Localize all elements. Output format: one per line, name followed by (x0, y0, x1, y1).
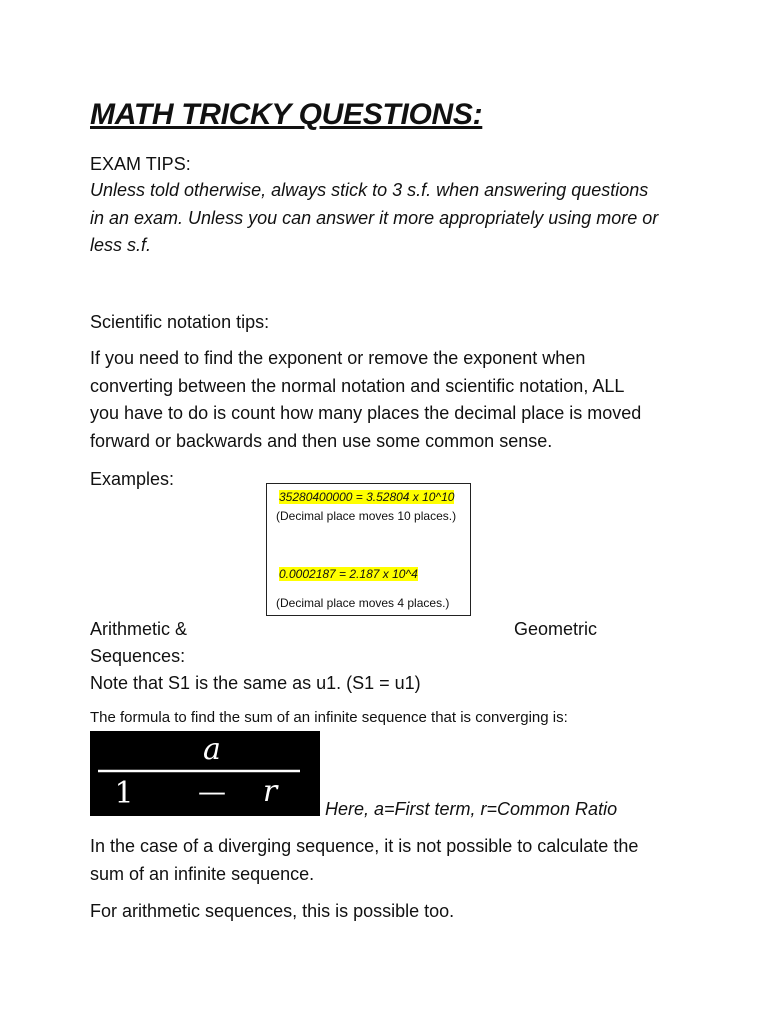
page-title: MATH TRICKY QUESTIONS: (90, 98, 483, 131)
exam-tips-line: less s.f. (90, 235, 152, 255)
formula-caption: Here, a=First term, r=Common Ratio (325, 799, 618, 819)
sequences-heading-left: Arithmetic & (90, 619, 188, 639)
diverging-line: sum of an infinite sequence. (90, 863, 315, 884)
diverging-line: In the case of a diverging sequence, it is not possible to calculate the (90, 836, 639, 856)
formula-denominator-one: 1 (114, 776, 134, 811)
example-2: 0.0002187 = 2.187 x 10^4 (279, 567, 418, 581)
sci-notation-line: If you need to find the exponent or remove the exponent when (90, 348, 586, 368)
formula-graphic (90, 731, 320, 816)
formula-numerator: a (203, 732, 221, 767)
arithmetic-note: For arithmetic sequences, this is possible too. (90, 901, 455, 921)
diverging-text (90, 833, 638, 888)
exam-tips-body (90, 177, 658, 260)
formula-minus: — (198, 775, 226, 808)
exam-tips-line: in an exam. Unless you can answer it more appropriately using more or (90, 207, 659, 228)
exam-tips-line: Unless told otherwise, always stick to 3 s.f. when answering questions (90, 180, 649, 200)
example-1: 35280400000 = 3.52804 x 10^10 (279, 490, 455, 504)
sci-notation-line: converting between the normal notation and scientific notation, ALL (90, 375, 625, 396)
s1-note: Note that S1 is the same as u1. (S1 = u1) (90, 673, 421, 693)
example-1-note: (Decimal place moves 10 places.) (276, 509, 457, 523)
exam-tips-heading: EXAM TIPS: (90, 154, 191, 174)
formula-intro: The formula to find the sum of an infinite sequence that is converging is: (90, 709, 568, 726)
formula-denominator-r: r (262, 774, 278, 809)
sci-notation-heading: Scientific notation tips: (90, 312, 270, 332)
sci-notation-line: forward or backwards and then use some common sense. (90, 430, 553, 451)
example-2-note: (Decimal place moves 4 places.) (276, 596, 450, 610)
sci-notation-body (90, 345, 641, 455)
sequences-heading-line2: Sequences: (90, 646, 186, 666)
sequences-heading-right: Geometric (514, 619, 598, 639)
sci-notation-line: you have to do is count how many places the decimal place is moved (90, 403, 642, 423)
examples-label: Examples: (90, 469, 175, 489)
formula-image (90, 731, 320, 816)
